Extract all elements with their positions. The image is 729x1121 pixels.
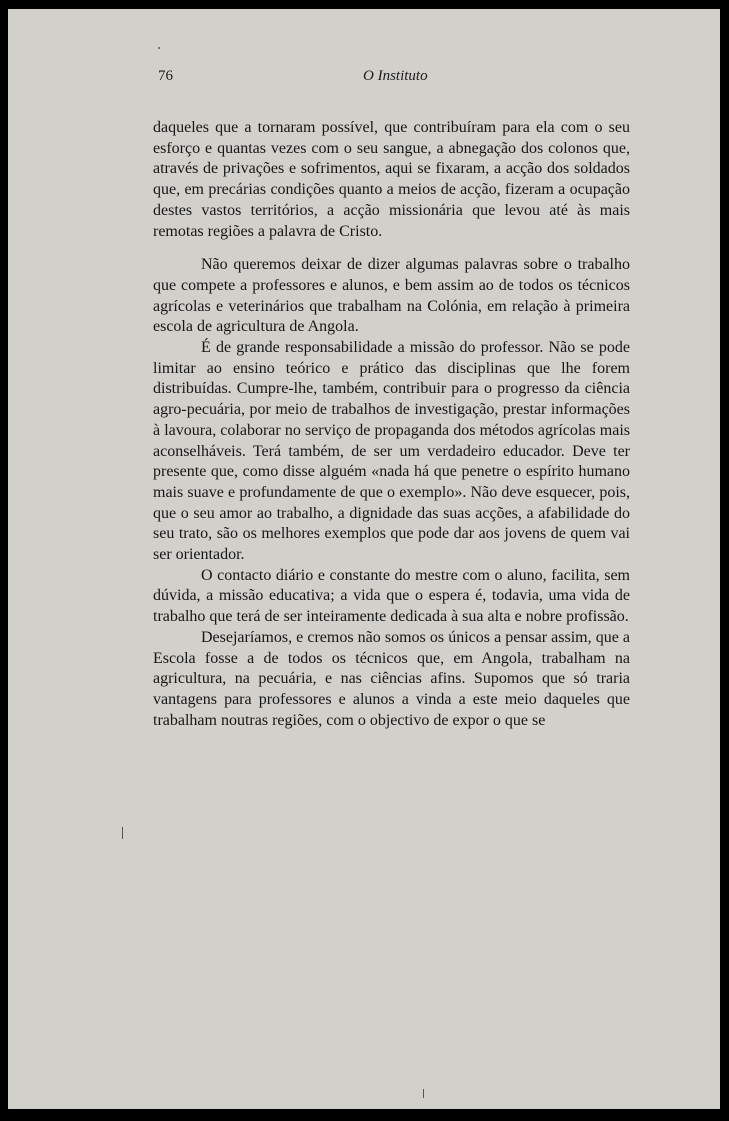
body-text (153, 118, 630, 731)
scan-speck (122, 827, 123, 839)
running-header (158, 68, 628, 92)
paragraph: Não queremos deixar de dizer algumas palavras sobre o trabalho que compete a professores e alunos, e bem assim ao de todos os técnicos agrícolas e veterinários que trabalham na Colónia, em relação à primeira escola de agricultura de Angola. (153, 256, 630, 336)
page-number: 76 (158, 68, 173, 84)
paragraph: É de grande responsabilidade a missão do professor. Não se pode limitar ao ensino teórico e prático das disciplinas que lhe forem distribuídas. Cumpre-lhe, também, contribuir para o progresso da ciência agro-pecuária, por meio de trabalhos de investigação, prestar informações à lavoura, colaborar no serviço de propaganda dos métodos agrícolas mais aconselháveis. Terá também, de ser um verdadeiro educador. Deve ter presente que, como disse alguém «nada há que penetre o espírito humano mais suave e profundamente de que o exemplo». Não deve esquecer, pois, que o seu amor ao trabalho, a dignidade das suas acções, a afabilidade do seu trato, são os melhores exemplos que pode dar aos jovens de quem vai ser orientador. (153, 339, 630, 564)
paragraph: Desejaríamos, e cremos não somos os únicos a pensar assim, que a Escola fosse a de todos os técnicos que, em Angola, trabalham na agricultura, na pecuária, e nas ciências afins. Supomos que só traria vantagens para professores e alunos a vinda a este meio daqueles que trabalham noutras regiões, com o objectivo de expor o que se (153, 628, 630, 729)
paragraph-continuation: daqueles que a tornaram possível, que contribuíram para ela com o seu esforço e quantas vezes com o seu sangue, a abnegação dos colonos que, através de privações e sofrimentos, aqui se fixaram, a acção dos soldados que, em precárias condições quanto a meios de acção, fizeram a ocupação destes vastos territórios, a acção missionária que levou até às mais remotas regiões a palavra de Cristo. (153, 119, 630, 240)
paragraph: O contacto diário e constante do mestre com o aluno, facilita, sem dúvida, a missão educativa; a vida que o espera é, todavia, uma vida de trabalho que terá de ser inteiramente dedicada à sua alta e nobre profissão. (153, 566, 630, 626)
journal-title: O Instituto (363, 68, 428, 84)
scan-speck (423, 1089, 424, 1098)
scan-speck (158, 47, 160, 49)
